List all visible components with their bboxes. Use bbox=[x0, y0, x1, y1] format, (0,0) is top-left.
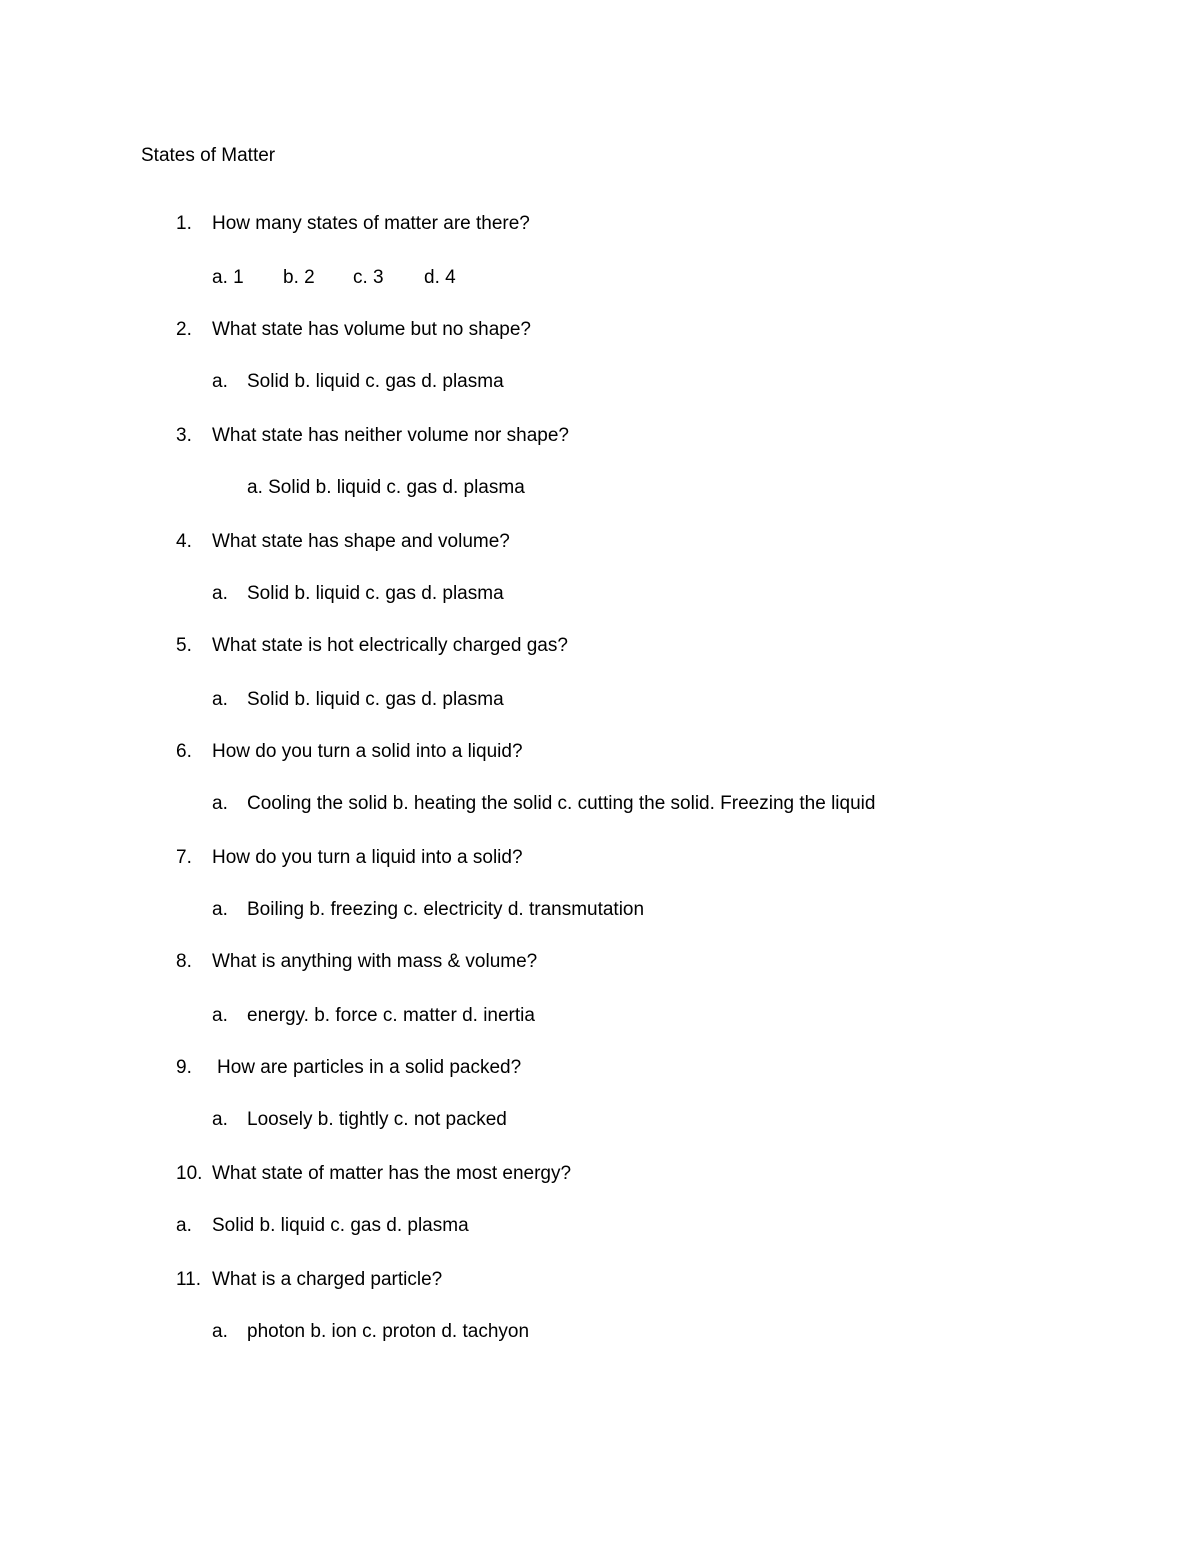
question-text: What is a charged particle? bbox=[212, 1269, 443, 1290]
question-text: What state is hot electrically charged gas? bbox=[212, 635, 568, 656]
question-text: What state has volume but no shape? bbox=[212, 319, 531, 340]
question-text: What state has shape and volume? bbox=[212, 531, 510, 552]
question-text: What state has neither volume nor shape? bbox=[212, 425, 569, 446]
answer-letter: a. bbox=[176, 1215, 192, 1236]
answer-options: a. Solid b. liquid c. gas d. plasma bbox=[247, 477, 525, 498]
question-text: How are particles in a solid packed? bbox=[217, 1057, 522, 1078]
question-number: 11. bbox=[176, 1269, 202, 1290]
question-number: 9. bbox=[176, 1057, 192, 1078]
answer-options: Solid b. liquid c. gas d. plasma bbox=[247, 371, 504, 392]
answer-options: Loosely b. tightly c. not packed bbox=[247, 1109, 507, 1130]
answer-option: c. 3 bbox=[353, 267, 384, 288]
question-number: 7. bbox=[176, 847, 192, 868]
answer-letter: a. bbox=[212, 583, 228, 604]
answer-option: b. 2 bbox=[283, 267, 315, 288]
answer-options: Solid b. liquid c. gas d. plasma bbox=[212, 1215, 469, 1236]
question-number: 10. bbox=[176, 1163, 203, 1184]
question-number: 8. bbox=[176, 951, 192, 972]
answer-option: a. 1 bbox=[212, 267, 244, 288]
question-text: How do you turn a liquid into a solid? bbox=[212, 847, 523, 868]
question-text: How many states of matter are there? bbox=[212, 213, 530, 234]
answer-option: d. 4 bbox=[424, 267, 456, 288]
answer-letter: a. bbox=[212, 1005, 228, 1026]
question-number: 6. bbox=[176, 741, 192, 762]
document-title: States of Matter bbox=[141, 145, 276, 166]
question-number: 5. bbox=[176, 635, 192, 656]
question-text: What is anything with mass & volume? bbox=[212, 951, 538, 972]
answer-options: Boiling b. freezing c. electricity d. transmutation bbox=[247, 899, 645, 920]
question-text: What state of matter has the most energy? bbox=[212, 1163, 572, 1184]
question-number: 4. bbox=[176, 531, 192, 552]
answer-letter: a. bbox=[212, 1109, 228, 1130]
question-number: 3. bbox=[176, 425, 192, 446]
answer-letter: a. bbox=[212, 371, 228, 392]
question-number: 1. bbox=[176, 213, 192, 234]
question-number: 2. bbox=[176, 319, 192, 340]
answer-letter: a. bbox=[212, 793, 228, 814]
answer-options: photon b. ion c. proton d. tachyon bbox=[247, 1321, 530, 1342]
answer-letter: a. bbox=[212, 899, 228, 920]
question-text: How do you turn a solid into a liquid? bbox=[212, 741, 523, 762]
answer-options: Solid b. liquid c. gas d. plasma bbox=[247, 689, 504, 710]
answer-options: Cooling the solid b. heating the solid c. cutting the solid. Freezing the liquid bbox=[247, 793, 876, 814]
answer-letter: a. bbox=[212, 1321, 228, 1342]
answer-options: energy. b. force c. matter d. inertia bbox=[247, 1005, 535, 1026]
answer-letter: a. bbox=[212, 689, 228, 710]
answer-options: Solid b. liquid c. gas d. plasma bbox=[247, 583, 504, 604]
